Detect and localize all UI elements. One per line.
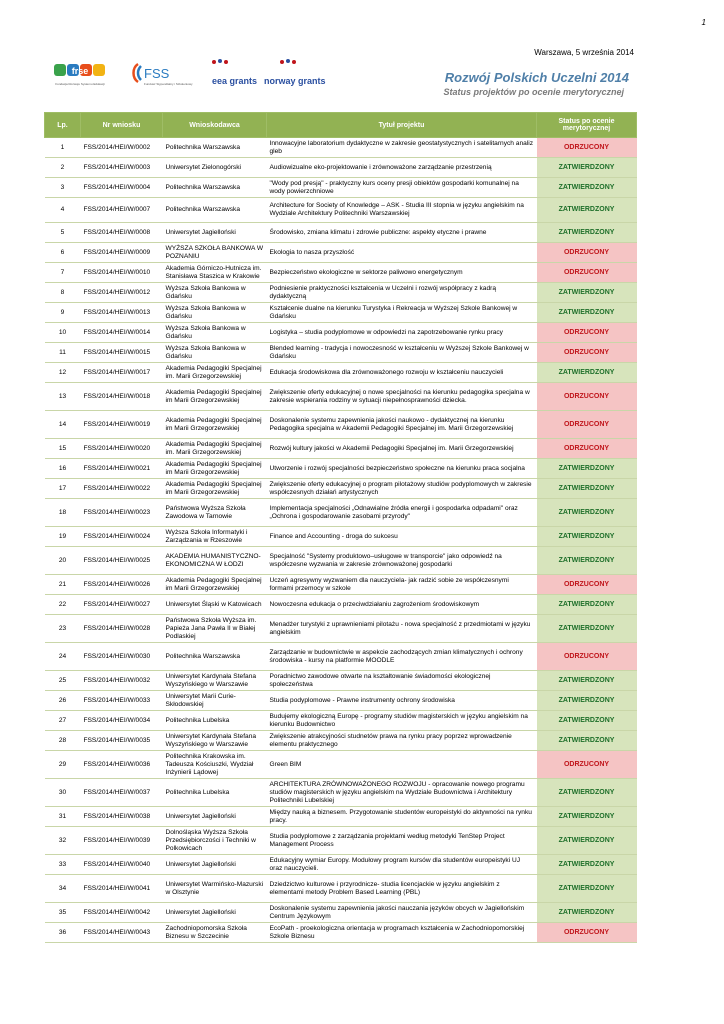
cell-status: ODRZUCONY <box>537 575 637 595</box>
cell-status: ZATWIERDZONY <box>537 303 637 323</box>
cell-applicant: Uniwersytet Jagielloński <box>163 903 267 923</box>
cell-status: ODRZUCONY <box>537 643 637 671</box>
col-header-applicant: Wnioskodawca <box>163 113 267 138</box>
table-row <box>45 411 637 439</box>
cell-application-number: FSS/2014/HEI/W/0019 <box>81 411 163 439</box>
frse-logo <box>52 58 114 90</box>
cell-project-title: Blended learning - tradycja i nowoczesność w kształceniu w Wyższej Szkole Bankowej w Gdańsku <box>267 343 537 363</box>
cell-applicant: Akademia Pedagogiki Specjalnej im. Marii Grzegorzewskiej <box>163 363 267 383</box>
cell-status: ZATWIERDZONY <box>537 827 637 855</box>
cell-lp: 26 <box>45 691 81 711</box>
table-row <box>45 779 637 807</box>
cell-project-title: Podniesienie praktyczności kształcenia w Uczelni i rozwój współpracy z kadrą dydaktyczną <box>267 283 537 303</box>
table-body <box>45 138 637 943</box>
cell-applicant: Uniwersytet Zielonogórski <box>163 158 267 178</box>
cell-lp: 1 <box>45 138 81 158</box>
cell-status: ODRZUCONY <box>537 343 637 363</box>
cell-project-title: Architecture for Society of Knowledge – ASK - Studia III stopnia w języku angielskim na Wydziale Architektury Politechniki Warszawskiej <box>267 198 537 223</box>
cell-lp: 32 <box>45 827 81 855</box>
cell-project-title: Rozwój kultury jakości w Akademii Pedagogiki Specjalnej im. Marii Grzegorzewskiej <box>267 439 537 459</box>
cell-project-title: Menadżer turystyki z uprawnieniami pilotażu - nowa specjalność z przedmiotami w języku angielskim <box>267 615 537 643</box>
cell-lp: 4 <box>45 198 81 223</box>
cell-status: ZATWIERDZONY <box>537 671 637 691</box>
table-row <box>45 303 637 323</box>
cell-application-number: FSS/2014/HEI/W/0037 <box>81 779 163 807</box>
table-row <box>45 223 637 243</box>
cell-project-title: Zarządzanie w budownictwie w aspekcie zachodzących zmian klimatycznych i ochrony środowiska - kursy na platformie MOODLE <box>267 643 537 671</box>
eea-grants-logo <box>204 58 258 90</box>
cell-status: ODRZUCONY <box>537 138 637 158</box>
cell-lp: 23 <box>45 615 81 643</box>
document-date: Warszawa, 5 września 2014 <box>534 48 634 57</box>
cell-lp: 19 <box>45 527 81 547</box>
table-row <box>45 138 637 158</box>
logo-strip <box>52 58 326 92</box>
cell-lp: 21 <box>45 575 81 595</box>
cell-lp: 27 <box>45 711 81 731</box>
cell-status: ZATWIERDZONY <box>537 283 637 303</box>
cell-applicant: Akademia Pedagogiki Specjalnej im. Marii Grzegorzewskiej <box>163 439 267 459</box>
cell-project-title: Edukacja środowiskowa dla zrównoważonego rozwoju w kształceniu nauczycieli <box>267 363 537 383</box>
table-row <box>45 479 637 499</box>
cell-project-title: Uczeń agresywny wyzwaniem dla nauczyciela- jak radzić sobie ze współczesnymi formami przemocy w szkole <box>267 575 537 595</box>
cell-project-title: Budujemy ekologiczną Europę - programy studiów magisterskich w języku angielskim na kierunku Budownictwo <box>267 711 537 731</box>
frse-logo-text: frse <box>71 66 89 76</box>
cell-lp: 33 <box>45 855 81 875</box>
table-row <box>45 283 637 303</box>
cell-project-title: Specjalność "Systemy produktowo–usługowe w transporcie" jako odpowiedź na współczesne wyzwania w zakresie zrównoważonej gospodarki <box>267 547 537 575</box>
cell-applicant: Politechnika Lubelska <box>163 779 267 807</box>
cell-lp: 12 <box>45 363 81 383</box>
cell-lp: 28 <box>45 731 81 751</box>
cell-applicant: Akademia Pedagogiki Specjalnej im Marii Grzegorzewskiej <box>163 575 267 595</box>
table-row <box>45 875 637 903</box>
cell-applicant: Uniwersytet Warmińsko-Mazurski w Olsztynie <box>163 875 267 903</box>
cell-lp: 15 <box>45 439 81 459</box>
table-header-row <box>45 113 637 138</box>
cell-status: ZATWIERDZONY <box>537 178 637 198</box>
cell-application-number: FSS/2014/HEI/W/0002 <box>81 138 163 158</box>
table-row <box>45 263 637 283</box>
cell-application-number: FSS/2014/HEI/W/0026 <box>81 575 163 595</box>
fss-logo-caption: Fundusz Stypendialny i Szkoleniowy <box>144 82 193 86</box>
cell-status: ODRZUCONY <box>537 263 637 283</box>
table-row <box>45 439 637 459</box>
cell-applicant: Politechnika Warszawska <box>163 198 267 223</box>
cell-project-title: Audiowizualne eko-projektowanie i zrównoważone zarządzanie przestrzenią <box>267 158 537 178</box>
cell-status: ODRZUCONY <box>537 439 637 459</box>
document-subtitle: Status projektów po ocenie merytorycznej <box>443 87 624 97</box>
cell-project-title: Dziedzictwo kulturowe i przyrodnicze- studia licencjackie w języku angielskim z elementami metody Problem Based Learning (PBL) <box>267 875 537 903</box>
cell-project-title: Studia podyplomowe z zarządzania projektami według metodyki TenStep Project Management Process <box>267 827 537 855</box>
table-row <box>45 363 637 383</box>
cell-lp: 29 <box>45 751 81 779</box>
cell-project-title: Środowisko, zmiana klimatu i zdrowie publiczne: aspekty etyczne i prawne <box>267 223 537 243</box>
cell-applicant: Politechnika Warszawska <box>163 643 267 671</box>
cell-project-title: Kształcenie dualne na kierunku Turystyka i Rekreacja w Wyższej Szkole Bankowej w Gdańsku <box>267 303 537 323</box>
cell-application-number: FSS/2014/HEI/W/0013 <box>81 303 163 323</box>
cell-status: ZATWIERDZONY <box>537 615 637 643</box>
cell-application-number: FSS/2014/HEI/W/0027 <box>81 595 163 615</box>
cell-status: ODRZUCONY <box>537 383 637 411</box>
col-header-lp: Lp. <box>45 113 81 138</box>
col-header-nr: Nr wniosku <box>81 113 163 138</box>
cell-lp: 17 <box>45 479 81 499</box>
cell-project-title: Poradnictwo zawodowe otwarte na kształtowanie świadomości ekologicznej społeczeństwa <box>267 671 537 691</box>
cell-application-number: FSS/2014/HEI/W/0024 <box>81 527 163 547</box>
cell-status: ZATWIERDZONY <box>537 691 637 711</box>
cell-applicant: Uniwersytet Jagielloński <box>163 223 267 243</box>
cell-project-title: ARCHITEKTURA ZRÓWNOWAŻONEGO ROZWOJU - opracowanie nowego programu studiów magisterskich w języku angielskim na Wydziale Budownictwa i Architektury Politechniki Lubelskiej <box>267 779 537 807</box>
cell-lp: 8 <box>45 283 81 303</box>
cell-project-title: Nowoczesna edukacja o przeciwdziałaniu zagrożeniom środowiskowym <box>267 595 537 615</box>
cell-applicant: Uniwersytet Jagielloński <box>163 807 267 827</box>
norway-grants-text: norway grants <box>264 76 326 86</box>
cell-applicant: Wyższa Szkoła Bankowa w Gdańsku <box>163 323 267 343</box>
cell-application-number: FSS/2014/HEI/W/0032 <box>81 671 163 691</box>
cell-lp: 22 <box>45 595 81 615</box>
cell-project-title: Finance and Accounting - droga do sukcesu <box>267 527 537 547</box>
table-row <box>45 158 637 178</box>
cell-application-number: FSS/2014/HEI/W/0012 <box>81 283 163 303</box>
cell-project-title: Ekologia to nasza przyszłość <box>267 243 537 263</box>
cell-applicant: Wyższa Szkoła Bankowa w Gdańsku <box>163 283 267 303</box>
cell-project-title: Green BIM <box>267 751 537 779</box>
cell-project-title: "Wody pod presją" - praktyczny kurs oceny presji obiektów gospodarki komunalnej na wody powierzchniowe <box>267 178 537 198</box>
cell-application-number: FSS/2014/HEI/W/0033 <box>81 691 163 711</box>
document-title: Rozwój Polskich Uczelni 2014 <box>444 70 629 85</box>
cell-status: ZATWIERDZONY <box>537 158 637 178</box>
cell-application-number: FSS/2014/HEI/W/0015 <box>81 343 163 363</box>
cell-project-title: Doskonalenie systemu zapewnienia jakości nauczania języków obcych w Jagiellońskim Centrum Językowym <box>267 903 537 923</box>
table-row <box>45 671 637 691</box>
table-row <box>45 731 637 751</box>
cell-project-title: Zwiększenie oferty edukacyjnej o nowe specjalności na kierunku pedagogika specjalna w zakresie wspierania rodziny w sytuacji niepełnosprawności dziecka. <box>267 383 537 411</box>
cell-status: ZATWIERDZONY <box>537 223 637 243</box>
cell-lp: 2 <box>45 158 81 178</box>
cell-applicant: Uniwersytet Śląski w Katowicach <box>163 595 267 615</box>
cell-lp: 9 <box>45 303 81 323</box>
cell-application-number: FSS/2014/HEI/W/0035 <box>81 731 163 751</box>
col-header-project: Tytuł projektu <box>267 113 537 138</box>
cell-applicant: Akademia Pedagogiki Specjalnej im Marii Grzegorzewskiej <box>163 459 267 479</box>
cell-lp: 13 <box>45 383 81 411</box>
cell-applicant: Wyższa Szkoła Bankowa w Gdańsku <box>163 303 267 323</box>
cell-applicant: Dolnośląska Wyższa Szkoła Przedsiębiorczości i Techniki w Polkowicach <box>163 827 267 855</box>
cell-applicant: Akademia Pedagogiki Specjalnej im Marii Grzegorzewskiej <box>163 411 267 439</box>
cell-project-title: Innowacyjne laboratorium dydaktyczne w zakresie geostatystycznych i satelitarnych analiz gleb <box>267 138 537 158</box>
cell-application-number: FSS/2014/HEI/W/0014 <box>81 323 163 343</box>
cell-applicant: Politechnika Krakowska im. Tadeusza Kościuszki, Wydział Inżynierii Lądowej <box>163 751 267 779</box>
fss-logo-text: FSS <box>144 66 170 81</box>
cell-status: ODRZUCONY <box>537 243 637 263</box>
cell-application-number: FSS/2014/HEI/W/0020 <box>81 439 163 459</box>
table-row <box>45 198 637 223</box>
cell-lp: 16 <box>45 459 81 479</box>
cell-lp: 24 <box>45 643 81 671</box>
cell-project-title: EcoPath - proekologiczna orientacja w programach kształcenia w Zachodniopomorskiej Szkole Biznesu <box>267 923 537 943</box>
cell-project-title: Między nauką a biznesem. Przygotowanie studentów europeistyki do aktywności na rynku pracy. <box>267 807 537 827</box>
cell-application-number: FSS/2014/HEI/W/0028 <box>81 615 163 643</box>
cell-application-number: FSS/2014/HEI/W/0025 <box>81 547 163 575</box>
cell-applicant: Państwowa Szkoła Wyższa im. Papieża Jana Pawła II w Białej Podlaskiej <box>163 615 267 643</box>
cell-application-number: FSS/2014/HEI/W/0036 <box>81 751 163 779</box>
cell-application-number: FSS/2014/HEI/W/0004 <box>81 178 163 198</box>
cell-applicant: Politechnika Warszawska <box>163 138 267 158</box>
cell-applicant: Wyższa Szkoła Informatyki i Zarządzania w Rzeszowie <box>163 527 267 547</box>
cell-application-number: FSS/2014/HEI/W/0038 <box>81 807 163 827</box>
cell-applicant: Politechnika Lubelska <box>163 711 267 731</box>
cell-application-number: FSS/2014/HEI/W/0009 <box>81 243 163 263</box>
cell-status: ZATWIERDZONY <box>537 479 637 499</box>
cell-status: ZATWIERDZONY <box>537 903 637 923</box>
cell-lp: 14 <box>45 411 81 439</box>
table-row <box>45 343 637 363</box>
table-row <box>45 643 637 671</box>
cell-status: ODRZUCONY <box>537 923 637 943</box>
cell-lp: 30 <box>45 779 81 807</box>
table-row <box>45 711 637 731</box>
norway-grants-logo <box>262 58 326 92</box>
table-row <box>45 243 637 263</box>
table-row <box>45 923 637 943</box>
cell-application-number: FSS/2014/HEI/W/0003 <box>81 158 163 178</box>
cell-status: ZATWIERDZONY <box>537 527 637 547</box>
table-row <box>45 178 637 198</box>
cell-applicant: WYŻSZA SZKOŁA BANKOWA W POZNANIU <box>163 243 267 263</box>
page-number: 1 <box>701 18 706 27</box>
cell-lp: 11 <box>45 343 81 363</box>
cell-lp: 10 <box>45 323 81 343</box>
cell-lp: 5 <box>45 223 81 243</box>
table-row <box>45 807 637 827</box>
cell-application-number: FSS/2014/HEI/W/0023 <box>81 499 163 527</box>
table-row <box>45 575 637 595</box>
cell-status: ZATWIERDZONY <box>537 711 637 731</box>
cell-application-number: FSS/2014/HEI/W/0043 <box>81 923 163 943</box>
col-header-status: Status po ocenie merytorycznej <box>537 113 637 138</box>
cell-lp: 31 <box>45 807 81 827</box>
cell-application-number: FSS/2014/HEI/W/0040 <box>81 855 163 875</box>
cell-applicant: Wyższa Szkoła Bankowa w Gdańsku <box>163 343 267 363</box>
table-row <box>45 323 637 343</box>
cell-project-title: Zwiększenie oferty edukacyjnej o program pilotażowy studiów podyplomowych w zakresie współczesnych działań artystycznych <box>267 479 537 499</box>
cell-lp: 7 <box>45 263 81 283</box>
table-row <box>45 903 637 923</box>
cell-lp: 35 <box>45 903 81 923</box>
cell-status: ZATWIERDZONY <box>537 595 637 615</box>
cell-applicant: Politechnika Warszawska <box>163 178 267 198</box>
frse-logo-caption: Fundacja Rozwoju Systemu Edukacji <box>55 82 105 86</box>
table-row <box>45 595 637 615</box>
cell-status: ZATWIERDZONY <box>537 731 637 751</box>
cell-application-number: FSS/2014/HEI/W/0021 <box>81 459 163 479</box>
table-row <box>45 547 637 575</box>
cell-status: ODRZUCONY <box>537 411 637 439</box>
cell-project-title: Utworzenie i rozwój specjalności bezpieczeństwo społeczne na kierunku praca socjalna <box>267 459 537 479</box>
cell-project-title: Bezpieczeństwo ekologiczne w sektorze paliwowo energetycznym <box>267 263 537 283</box>
cell-project-title: Implementacja specjalności „Odnawialne źródła energii i gospodarka odpadami" oraz „Ochrona i gospodarowanie zasobami przyrody" <box>267 499 537 527</box>
cell-project-title: Studia podyplomowe - Prawne instrumenty ochrony środowiska <box>267 691 537 711</box>
cell-applicant: Akademia Górniczo-Hutnicza im. Stanisława Staszica w Krakowie <box>163 263 267 283</box>
cell-applicant: Akademia Pedagogiki Specjalnej im Marii Grzegorzewskiej <box>163 383 267 411</box>
table-row <box>45 459 637 479</box>
table-row <box>45 499 637 527</box>
fss-logo <box>130 58 193 90</box>
cell-application-number: FSS/2014/HEI/W/0010 <box>81 263 163 283</box>
cell-application-number: FSS/2014/HEI/W/0017 <box>81 363 163 383</box>
projects-table <box>44 112 637 943</box>
cell-project-title: Logistyka – studia podyplomowe w odpowiedzi na zapotrzebowanie rynku pracy <box>267 323 537 343</box>
table-row <box>45 615 637 643</box>
cell-status: ZATWIERDZONY <box>537 499 637 527</box>
cell-applicant: Akademia Pedagogiki Specjalnej im Marii Grzegorzewskiej <box>163 479 267 499</box>
cell-project-title: Zwiększenie atrakcyjności studnetów prawa na rynku pracy poprzez wprowadzenie elementu praktycznego <box>267 731 537 751</box>
cell-application-number: FSS/2014/HEI/W/0007 <box>81 198 163 223</box>
cell-lp: 18 <box>45 499 81 527</box>
cell-project-title: Edukacyjny wymiar Europy. Modułowy program kursów dla studentów europeistyki UJ oraz nauczycieli. <box>267 855 537 875</box>
cell-status: ZATWIERDZONY <box>537 459 637 479</box>
cell-applicant: Uniwersytet Jagielloński <box>163 855 267 875</box>
cell-application-number: FSS/2014/HEI/W/0034 <box>81 711 163 731</box>
cell-status: ZATWIERDZONY <box>537 779 637 807</box>
table-row <box>45 751 637 779</box>
table-row <box>45 527 637 547</box>
cell-project-title: Doskonalenie systemu zapewnienia jakości naukowo - dydaktycznej na kierunku Pedagogika specjalna w Akademii Pedagogiki Specjalnej im. Marii Grzegorzewskiej <box>267 411 537 439</box>
cell-applicant: Uniwersytet Kardynała Stefana Wyszyńskiego w Warszawie <box>163 671 267 691</box>
cell-application-number: FSS/2014/HEI/W/0042 <box>81 903 163 923</box>
table-row <box>45 827 637 855</box>
cell-status: ZATWIERDZONY <box>537 807 637 827</box>
table-row <box>45 691 637 711</box>
cell-status: ODRZUCONY <box>537 323 637 343</box>
cell-status: ZATWIERDZONY <box>537 363 637 383</box>
cell-applicant: Państwowa Wyższa Szkoła Zawodowa w Tarnowie <box>163 499 267 527</box>
cell-application-number: FSS/2014/HEI/W/0022 <box>81 479 163 499</box>
cell-applicant: Zachodniopomorska Szkoła Biznesu w Szczecinie <box>163 923 267 943</box>
cell-lp: 34 <box>45 875 81 903</box>
cell-applicant: AKADEMIA HUMANISTYCZNO-EKONOMICZNA W ŁODZI <box>163 547 267 575</box>
cell-application-number: FSS/2014/HEI/W/0039 <box>81 827 163 855</box>
cell-application-number: FSS/2014/HEI/W/0041 <box>81 875 163 903</box>
cell-status: ZATWIERDZONY <box>537 198 637 223</box>
cell-lp: 36 <box>45 923 81 943</box>
cell-status: ZATWIERDZONY <box>537 855 637 875</box>
cell-application-number: FSS/2014/HEI/W/0030 <box>81 643 163 671</box>
cell-lp: 20 <box>45 547 81 575</box>
cell-applicant: Uniwersytet Marii Curie-Skłodowskiej <box>163 691 267 711</box>
cell-status: ODRZUCONY <box>537 751 637 779</box>
cell-status: ZATWIERDZONY <box>537 547 637 575</box>
cell-applicant: Uniwersytet Kardynała Stefana Wyszyńskiego w Warszawie <box>163 731 267 751</box>
cell-lp: 6 <box>45 243 81 263</box>
cell-application-number: FSS/2014/HEI/W/0008 <box>81 223 163 243</box>
eea-grants-text: eea grants <box>212 76 258 86</box>
table-row <box>45 855 637 875</box>
cell-lp: 25 <box>45 671 81 691</box>
table-row <box>45 383 637 411</box>
cell-application-number: FSS/2014/HEI/W/0018 <box>81 383 163 411</box>
cell-lp: 3 <box>45 178 81 198</box>
cell-status: ZATWIERDZONY <box>537 875 637 903</box>
